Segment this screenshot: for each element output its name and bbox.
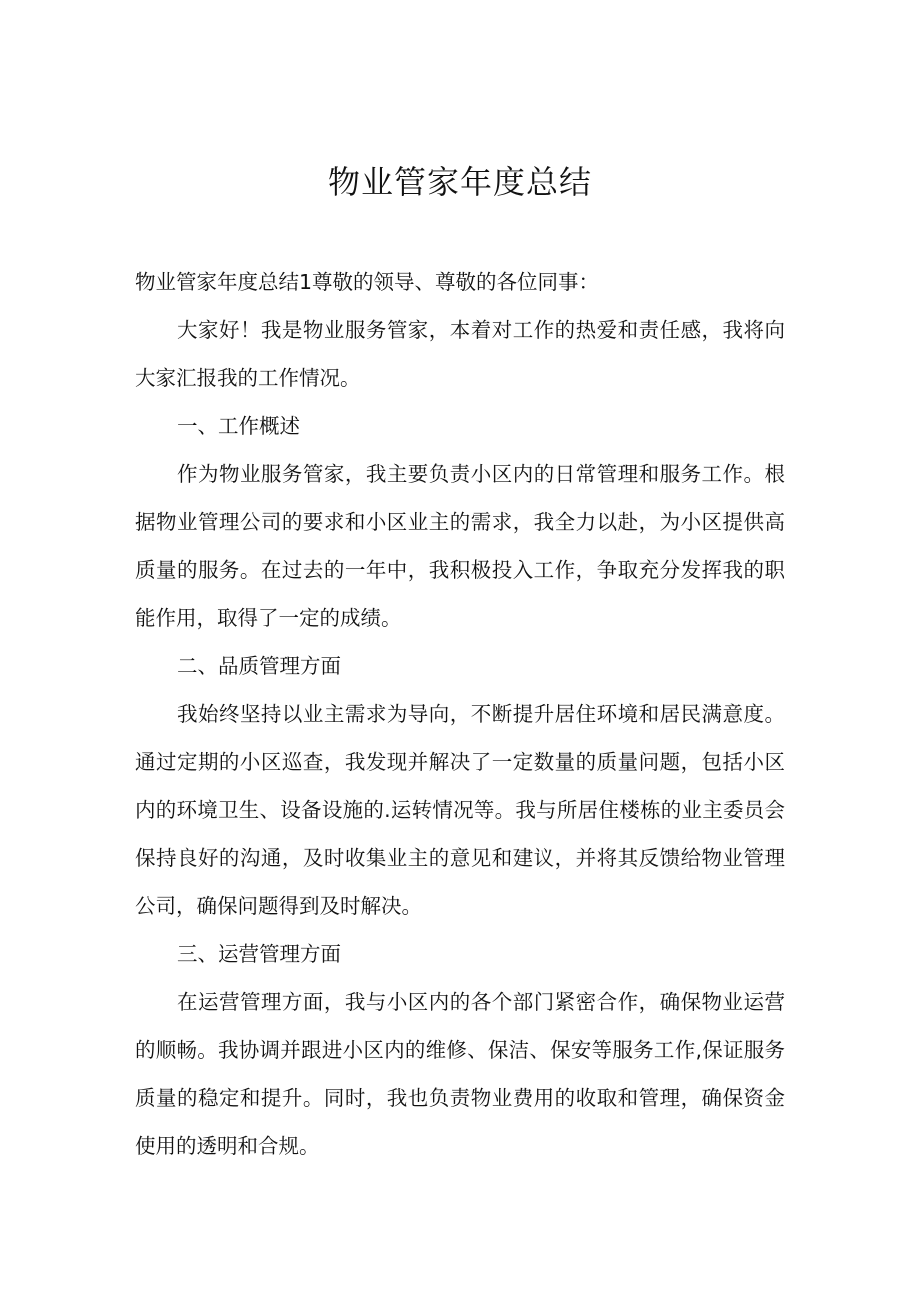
document-title: 物业管家年度总结 bbox=[327, 163, 592, 201]
overview-paragraph: 作为物业服务管家，我主要负责小区内的日常管理和服务工作。根据物业管理公司的要求和小区业主的需求，我全力以赴，为小区提供高质量的服务。在过去的一年中，我积极投入工作，争取充分发挥我的职能作用，取得了一定的成绩。 bbox=[135, 462, 785, 630]
salutation-paragraph: 物业管家年度总结1尊敬的领导、尊敬的各位同事： bbox=[135, 270, 600, 294]
section-heading-operations: 三、运营管理方面 bbox=[177, 942, 341, 966]
greeting-paragraph: 大家好！我是物业服务管家，本着对工作的热爱和责任感，我将向大家汇报我的工作情况。 bbox=[135, 318, 785, 390]
operations-paragraph: 在运营管理方面，我与小区内的各个部门紧密合作，确保物业运营的顺畅。我协调并跟进小区内的维修、保洁、保安等服务工作,保证服务质量的稳定和提升。同时，我也负责物业费用的收取和管理，确保资金使用的透明和合规。 bbox=[135, 990, 785, 1158]
quality-paragraph: 我始终坚持以业主需求为导向，不断提升居住环境和居民满意度。通过定期的小区巡查，我发现并解决了一定数量的质量问题，包括小区内的环境卫生、设备设施的.运转情况等。我与所居住楼栋的业主委员会保持良好的沟通，及时收集业主的意见和建议，并将其反馈给物业管理公司，确保问题得到及时解决。 bbox=[135, 702, 785, 918]
section-heading-quality: 二、品质管理方面 bbox=[177, 654, 341, 678]
section-heading-overview: 一、工作概述 bbox=[177, 414, 300, 438]
document-body bbox=[135, 258, 785, 1170]
